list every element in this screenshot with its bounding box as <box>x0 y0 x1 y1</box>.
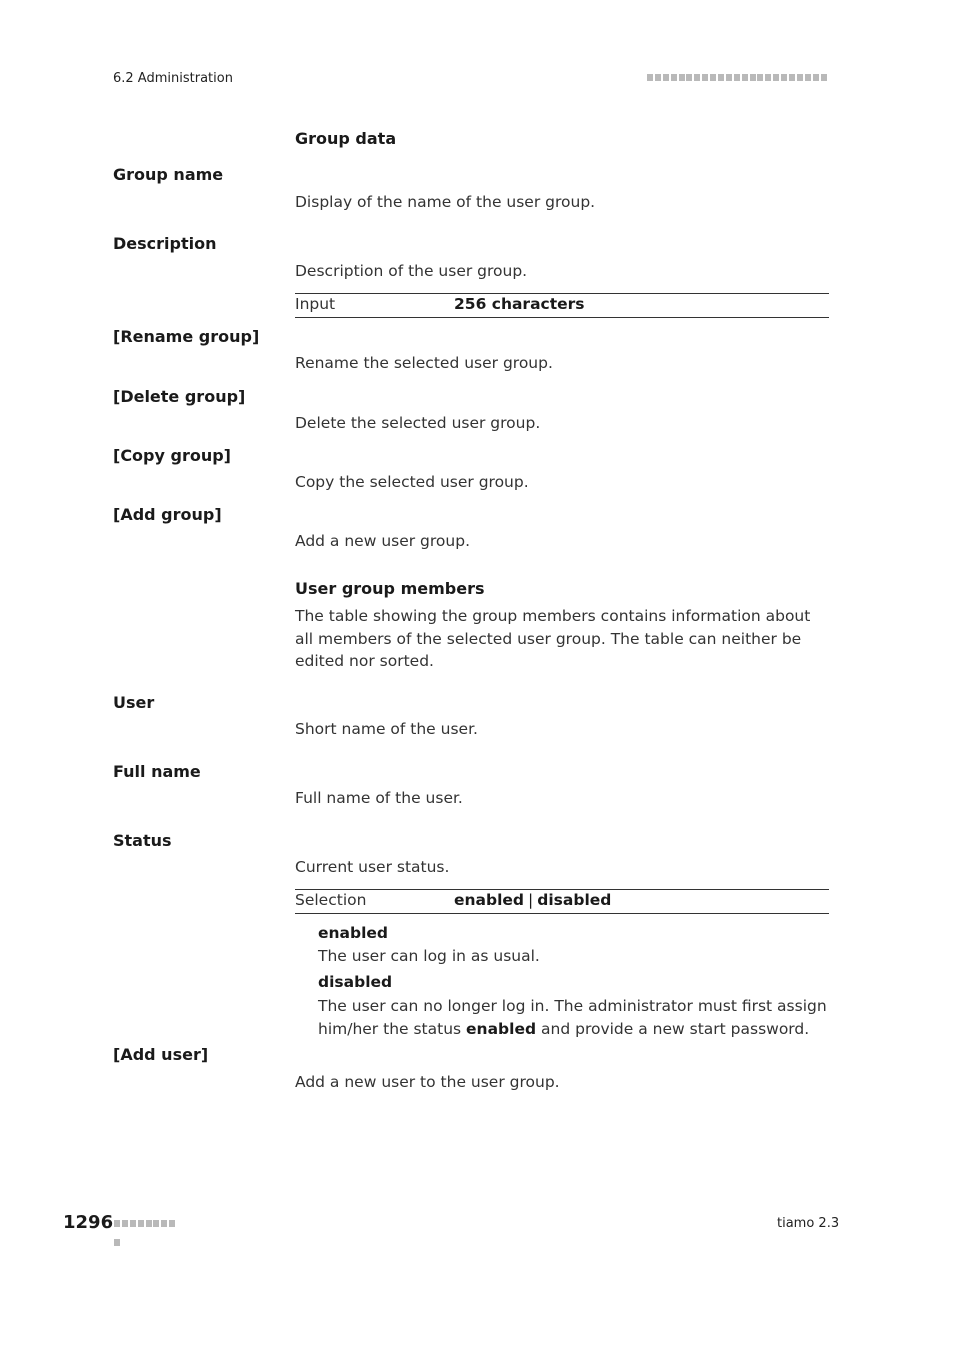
term-group-name: Group name <box>113 165 224 184</box>
option-desc-disabled <box>318 995 829 1040</box>
selection-value-enabled: enabled <box>454 891 525 909</box>
option-term-disabled: disabled <box>318 973 393 991</box>
page-number: 1296 <box>63 1212 114 1233</box>
option-desc-disabled-part2: and provide a new start password. <box>541 1019 810 1038</box>
desc-rename-group: Rename the selected user group. <box>295 354 553 372</box>
term-copy-group: [Copy group] <box>113 446 231 465</box>
running-header-section: 6.2 Administration <box>113 71 233 86</box>
term-description: Description <box>113 234 217 253</box>
option-desc-enabled: The user can log in as usual. <box>318 947 540 965</box>
input-spec-key: Input <box>295 295 336 313</box>
option-term-enabled: enabled <box>318 924 389 942</box>
desc-description: Description of the user group. <box>295 262 528 280</box>
product-version: tiamo 2.3 <box>777 1216 840 1231</box>
members-intro: The table showing the group members contains information about all members of the selected user group. The table can neither be edited nor sorted. <box>295 607 811 670</box>
term-status: Status <box>113 831 172 850</box>
selection-spec-key: Selection <box>295 891 367 909</box>
term-add-group: [Add group] <box>113 505 222 524</box>
header-decoration <box>647 74 829 82</box>
desc-add-group: Add a new user group. <box>295 532 471 550</box>
selection-separator: | <box>528 891 534 909</box>
desc-user: Short name of the user. <box>295 720 478 738</box>
term-delete-group: [Delete group] <box>113 387 246 406</box>
section-title-members: User group members <box>295 579 485 598</box>
input-spec-table <box>295 293 829 318</box>
desc-group-name: Display of the name of the user group. <box>295 193 596 211</box>
desc-status: Current user status. <box>295 858 450 876</box>
input-spec-value: 256 characters <box>454 295 585 313</box>
desc-add-user: Add a new user to the user group. <box>295 1073 560 1091</box>
footer-decoration <box>114 1220 182 1228</box>
selection-spec-value <box>454 891 611 909</box>
term-add-user: [Add user] <box>113 1045 209 1064</box>
selection-value-disabled: disabled <box>537 891 612 909</box>
section-title-group-data: Group data <box>295 129 397 148</box>
selection-spec-table <box>295 889 829 914</box>
option-desc-disabled-bold: enabled <box>466 1019 537 1038</box>
desc-delete-group: Delete the selected user group. <box>295 414 541 432</box>
desc-copy-group: Copy the selected user group. <box>295 473 529 491</box>
desc-full-name: Full name of the user. <box>295 789 463 807</box>
term-user: User <box>113 693 155 712</box>
term-full-name: Full name <box>113 762 201 781</box>
term-rename-group: [Rename group] <box>113 327 260 346</box>
option-desc-disabled-part1: The user can no longer log in. The administrator must first assign him/her the status <box>318 997 827 1038</box>
